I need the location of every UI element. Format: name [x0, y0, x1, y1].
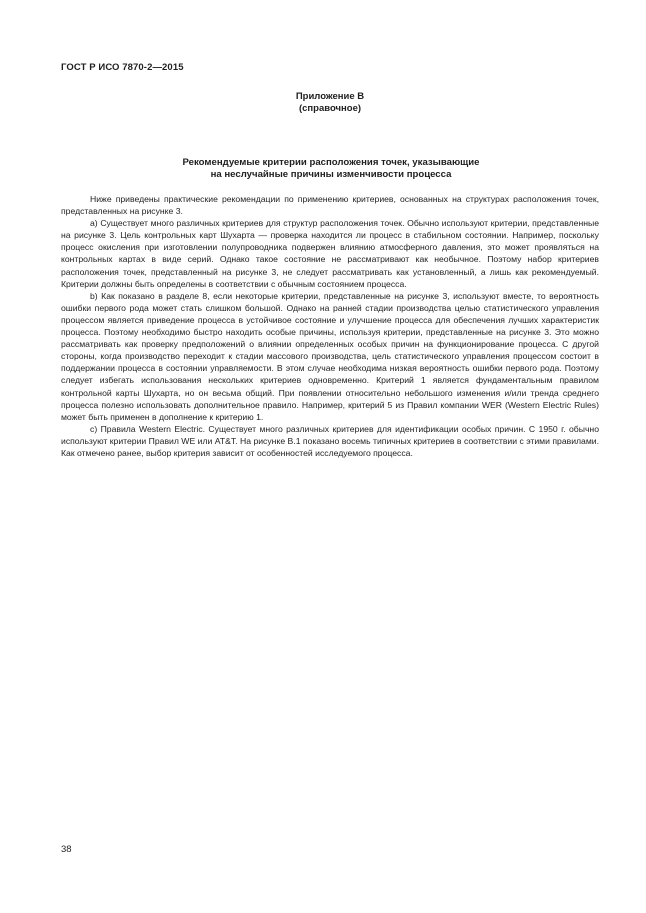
- paragraph-c: с) Правила Western Electric. Существует много различных критериев для идентификации особых причин. С 1950 г. обычно используют критерии Правил WE или AT&T. На рисунке В.1 показано восемь типичных критериев в соответствии с этими правилами. Как отмечено ранее, выбор критерия зависит от особенностей исследуемого процесса.: [61, 423, 599, 458]
- appendix-label: Приложение В: [295, 91, 365, 102]
- document-header: ГОСТ Р ИСО 7870-2—2015: [61, 62, 184, 73]
- page-number: 38: [61, 844, 72, 855]
- document-body: [61, 193, 599, 459]
- paragraph-b: b) Как показано в разделе 8, если некоторые критерии, представленные на рисунке 3, используют вместе, то вероятность ошибки первого рода может стать слишком большой. Однако на ранней стадии производства целью статистического управления процессом является приведение процесса в устойчивое состояние и улучшение процесса для обеспечения лучших характеристик процесса. Поэтому необходимо быстро находить особые причины, используя критерии, представленные на рисунке 3. Это можно рассматривать как проверку предположений о влиянии определенных особых причин на функционирование процесса. С другой стороны, когда производство переходит к стадии массового производства, цель статистического управления процессом состоит в поддержании процесса в состоянии управляемости. В этом случае необходима низкая вероятность ошибки первого рода. Поэтому следует избегать использования нескольких критериев одновременно. Критерий 1 является фундаментальным правилом контрольной карты Шухарта, но он весьма общий. При появлении относительно небольшого изменения и/или тренда среднего процесса полезно использовать дополнительное правило. Например, критерий 5 из Правил компании WER (Western Electric Rules) может быть применен в дополнение к критерию 1.: [61, 290, 599, 422]
- section-title-line-1: Рекомендуемые критерии расположения точек, указывающие: [182, 157, 480, 168]
- paragraph-intro: Ниже приведены практические рекомендации по применению критериев, основанных на структурах расположения точек, представленных на рисунке 3.: [61, 194, 599, 217]
- section-title: [0, 157, 646, 181]
- appendix-heading: [0, 91, 646, 115]
- appendix-type: (справочное): [298, 103, 362, 114]
- paragraph-a: а) Существует много различных критериев для структур расположения точек. Обычно используют критерии, представленные на рисунке 3. Цель контрольных карт Шухарта — проверка находится ли процесс в стабильном состоянии. Например, поскольку процесс окисления при изготовлении полупроводника подвержен влиянию атмосферного давления, это может проявляться на контрольных картах в виде серий. Однако такое состояние не рассматривают как необычное. Поэтому набор критериев расположения точек, представленный на рисунке 3, не следует рассматривать как установленный, а лишь как рекомендуемый. Критерии должны быть определены в соответствии с обычным состоянием процесса.: [61, 218, 599, 289]
- section-title-line-2: на неслучайные причины изменчивости процесса: [210, 169, 452, 180]
